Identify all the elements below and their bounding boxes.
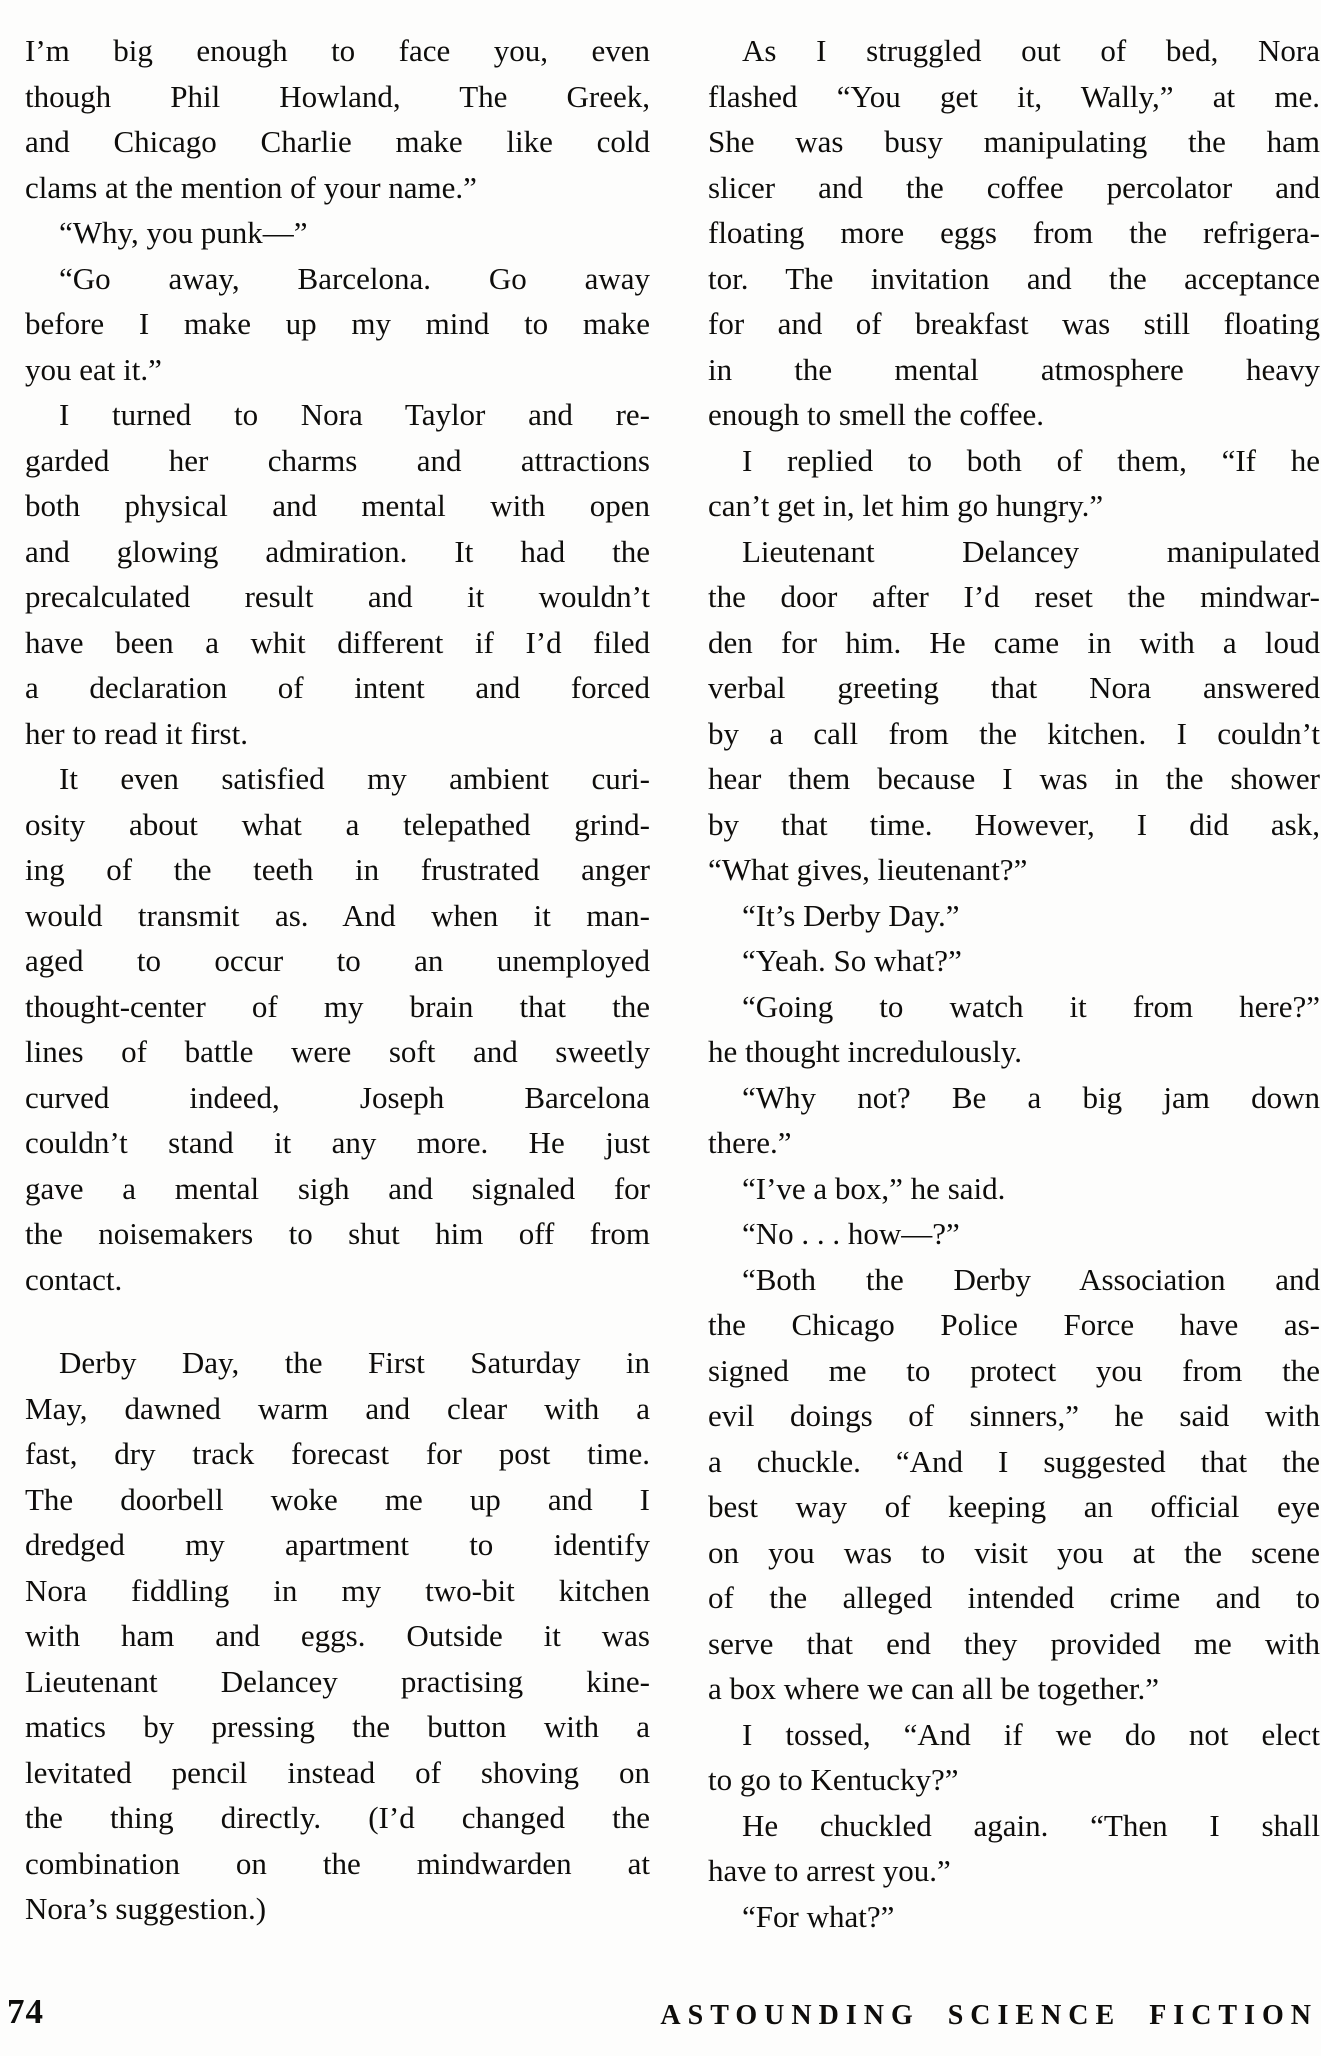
text-line: “No . . . how—?” <box>742 1216 960 1251</box>
text-line: though Phil Howland, The Greek, <box>25 78 650 114</box>
text-line: thought-center of my brain that the <box>25 988 650 1024</box>
text-line: “Yeah. So what?” <box>742 943 962 978</box>
text-line: “I’ve a box,” he said. <box>742 1170 1006 1206</box>
text-line: the thing directly. (I’d changed the <box>25 1800 650 1835</box>
magazine-title: ASTOUNDING SCIENCE FICTION <box>660 2000 1318 2031</box>
text-line: I tossed, “And if we do not elect <box>742 1716 1320 1752</box>
text-line: She was busy manipulating the ham <box>708 124 1320 159</box>
text-line: “Go away, Barcelona. Go away <box>59 260 650 296</box>
text-line: “Going to watch it from here?” <box>742 988 1320 1024</box>
text-line: fast, dry track forecast for post time. <box>25 1436 650 1471</box>
text-line: It even satisfied my ambient curi- <box>59 761 650 796</box>
text-line: the door after I’d reset the mindwar- <box>708 579 1320 614</box>
text-line: enough to smell the coffee. <box>708 397 1045 432</box>
page-number: 74 <box>7 1992 44 2031</box>
text-line: there.” <box>708 1125 792 1160</box>
text-line: flashed “You get it, Wally,” at me. <box>708 78 1320 114</box>
text-line: her to read it first. <box>25 715 248 751</box>
text-line: den for him. He came in with a loud <box>708 624 1320 660</box>
text-line: have to arrest you.” <box>708 1853 951 1888</box>
text-line: in the mental atmosphere heavy <box>708 351 1320 387</box>
text-line: I’m big enough to face you, even <box>25 33 650 68</box>
text-line: can’t get in, let him go hungry.” <box>708 488 1104 523</box>
text-line: levitated pencil instead of shoving on <box>25 1754 650 1790</box>
text-line: floating more eggs from the refrigera- <box>708 215 1320 250</box>
text-line: matics by pressing the button with a <box>25 1709 650 1744</box>
text-line: dredged my apartment to identify <box>25 1527 650 1562</box>
text-line: both physical and mental with open <box>25 488 650 523</box>
text-line: I replied to both of them, “If he <box>742 442 1320 478</box>
text-line: tor. The invitation and the acceptance <box>708 260 1320 296</box>
text-line: with ham and eggs. Outside it was <box>25 1618 650 1653</box>
text-line: “It’s Derby Day.” <box>742 897 960 933</box>
text-line: “Why, you punk—” <box>59 215 308 250</box>
text-line: before I make up my mind to make <box>25 306 650 341</box>
text-line: osity about what a telepathed grind- <box>25 806 650 842</box>
text-line: verbal greeting that Nora answered <box>708 670 1320 705</box>
text-line: contact. <box>25 1261 123 1297</box>
text-line: slicer and the coffee percolator and <box>708 169 1320 205</box>
text-line: hear them because I was in the shower <box>708 761 1320 796</box>
text-line: for and of breakfast was still floating <box>708 306 1320 341</box>
page-footer <box>0 1992 1321 2042</box>
text-line: a box where we can all be together.” <box>708 1671 1160 1706</box>
text-line: He chuckled again. “Then I shall <box>742 1807 1320 1843</box>
text-line: the noisemakers to shut him off from <box>25 1216 650 1251</box>
text-line: May, dawned warm and clear with a <box>25 1390 650 1426</box>
text-line: ing of the teeth in frustrated anger <box>25 852 650 887</box>
text-line: “Both the Derby Association and <box>742 1261 1320 1297</box>
text-line: would transmit as. And when it man- <box>25 897 650 933</box>
text-line: As I struggled out of bed, Nora <box>742 33 1320 68</box>
text-line: the Chicago Police Force have as- <box>708 1307 1320 1342</box>
text-line: serve that end they provided me with <box>708 1625 1320 1661</box>
text-line: “What gives, lieutenant?” <box>708 852 1028 887</box>
text-line: of the alleged intended crime and to <box>708 1580 1320 1615</box>
text-line: aged to occur to an unemployed <box>25 943 650 978</box>
text-line: a declaration of intent and forced <box>25 670 650 705</box>
text-line: by that time. However, I did ask, <box>708 806 1320 842</box>
text-line: lines of battle were soft and sweetly <box>25 1034 650 1069</box>
text-line: a chuckle. “And I suggested that the <box>708 1443 1320 1479</box>
text-line: Lieutenant Delancey practising kine- <box>25 1663 650 1699</box>
text-line: “Why not? Be a big jam down <box>742 1079 1320 1115</box>
text-line: precalculated result and it wouldn’t <box>25 579 650 614</box>
text-line: and Chicago Charlie make like cold <box>25 124 650 159</box>
text-line: on you was to visit you at the scene <box>708 1534 1320 1570</box>
text-line: The doorbell woke me up and I <box>25 1481 650 1517</box>
text-line: evil doings of sinners,” he said with <box>708 1398 1320 1433</box>
text-line: couldn’t stand it any more. He just <box>25 1125 650 1160</box>
text-line: “For what?” <box>742 1898 895 1934</box>
left-column <box>25 28 650 1939</box>
text-line: Nora fiddling in my two-bit kitchen <box>25 1572 650 1608</box>
text-line: and glowing admiration. It had the <box>25 533 650 569</box>
text-line: to go to Kentucky?” <box>708 1762 959 1797</box>
text-line: signed me to protect you from the <box>708 1352 1320 1388</box>
text-line: clams at the mention of your name.” <box>25 169 477 205</box>
text-columns <box>25 28 1320 1939</box>
text-line: best way of keeping an official eye <box>708 1489 1320 1524</box>
right-column <box>708 28 1320 1939</box>
text-line: garded her charms and attractions <box>25 442 650 478</box>
text-line: gave a mental sigh and signaled for <box>25 1170 650 1206</box>
text-line: Lieutenant Delancey manipulated <box>742 533 1320 569</box>
text-line: Nora’s suggestion.) <box>25 1891 267 1926</box>
text-line: I turned to Nora Taylor and re- <box>59 397 650 432</box>
text-line: combination on the mindwarden at <box>25 1845 650 1881</box>
text-line: curved indeed, Joseph Barcelona <box>25 1079 650 1115</box>
text-line: have been a whit different if I’d filed <box>25 624 650 660</box>
text-line: Derby Day, the First Saturday in <box>59 1345 650 1380</box>
text-line: by a call from the kitchen. I couldn’t <box>708 715 1320 751</box>
text-line: he thought incredulously. <box>708 1034 1022 1069</box>
text-line: you eat it.” <box>25 351 162 387</box>
